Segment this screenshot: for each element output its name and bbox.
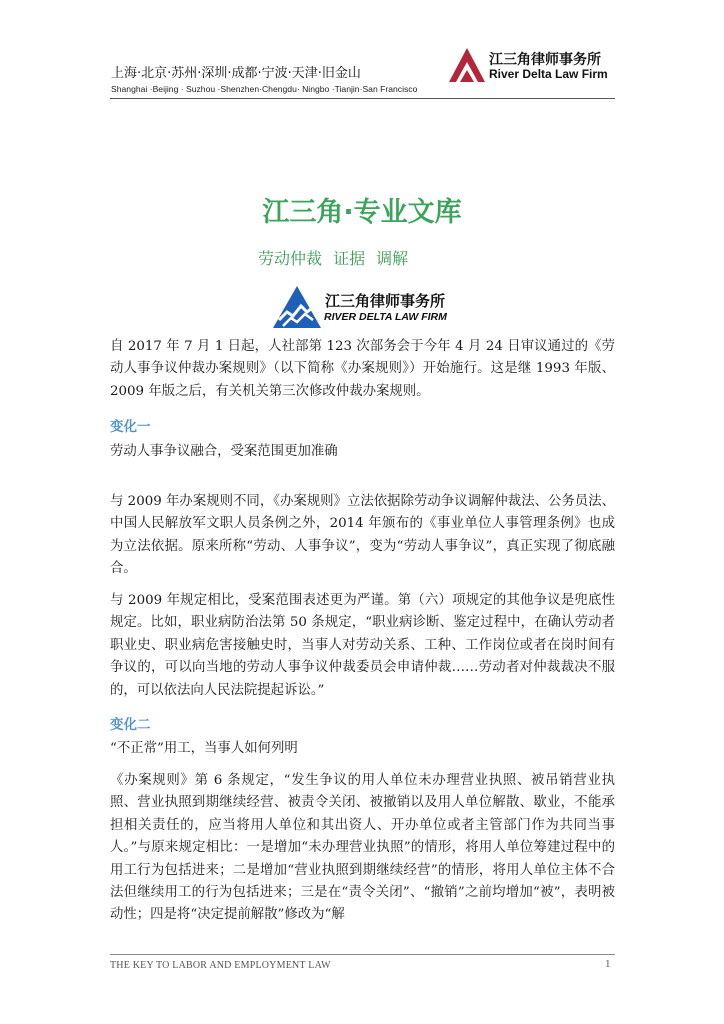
mountain-logo-blue-icon [273,284,323,330]
footer-text: THE KEY TO LABOR AND EMPLOYMENT LAW [110,960,331,971]
body-paragraph: 《办案规则》第 6 条规定，“发生争议的用人单位未办理营业执照、被吊销营业执照、营业执照到期继续经营、被责令关闭、被撤销以及用人单位解散、歇业，不能承担相关责任的，应当将用人单位和其出资人、开办单位或者主管部门作为共同当事人。”与原来规定相比：一是增加“未办理营业执照”的情形，将用人单位筹建过程中的用工行为包括进来；二是增加“营业执照到期继续经营”的情形，将用人单位主体不合法但继续用工的行为包括进来；三是在“责令关闭”、“撤销”之前均增加“被”，表明被动性；四是将“决定提前解散”修改为“解 [110,773,615,923]
body-paragraph: 与 2009 年规定相比，受案范围表述更为严谨。第（六）项规定的其他争议是兜底性规定。比如，职业病防治法第 50 条规定，“职业病诊断、鉴定过程中，在确认劳动者职业史、职业病危害接触史时，当事人对劳动关系、工种、工作岗位或者在岗时间有争议的，可以向当地的劳动人事争议仲裁委员会申请仲裁……劳动者对仲裁裁决不服的，可以依法向人民法院提起诉讼。” [110,593,615,698]
mountain-logo-icon [447,44,487,84]
footer-divider [110,954,615,955]
page-subtitle: 劳动仲裁 证据 调解 [258,249,409,268]
section-lead: 劳动人事争议融合，受案范围更加准确 [110,444,338,459]
page-title: 江三角·专业文库 [262,197,462,228]
page-number: 1 [605,958,611,970]
header-logo [447,44,617,86]
header-cities-en: Shanghai ·Beijing · Suzhou ·Shenzhen·Chengdu· Ningbo ·Tianjin·San Francisco [111,84,418,94]
section-lead: “不正常”用工，当事人如何列明 [110,741,298,756]
section-heading: 变化二 [110,717,151,733]
section-heading: 变化一 [110,419,151,435]
center-logo [273,284,473,330]
intro-paragraph: 自 2017 年 7 月 1 日起，人社部第 123 次部务会于今年 4 月 24 日审议通过的《劳动人事争议仲裁办案规则》（以下简称《办案规则》）开始施行。这是继 1993 年版、2009 年版之后，有关机关第三次修改仲裁办案规则。 [110,339,615,399]
header-divider [110,98,615,99]
header-firm-name-cn: 江三角律师事务所 [489,52,601,68]
body-paragraph: 与 2009 年办案规则不同，《办案规则》立法依据除劳动争议调解仲裁法、公务员法、中国人民解放军文职人员条例之外，2014 年颁布的《事业单位人事管理条例》也成为立法依据。原来所称“劳动、人事争议”，变为“劳动人事争议”，真正实现了彻底融合。 [110,494,615,577]
center-firm-name-cn: 江三角律师事务所 [325,292,446,310]
header-cities-cn: 上海·北京·苏州·深圳·成都·宁波·天津·旧金山 [111,66,361,81]
center-firm-name-en: RIVER DELTA LAW FIRM [324,311,447,323]
header-firm-name-en: River Delta Law Firm [489,67,608,81]
